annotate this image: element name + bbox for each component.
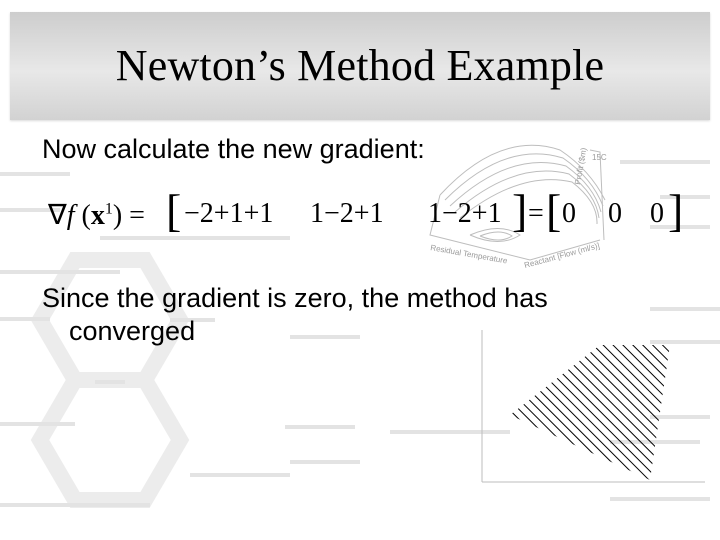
plot-axis-label: Residual Temperature (429, 243, 509, 266)
plot-axis-label: Profit ($m) (573, 147, 589, 186)
result-right-bracket: ] (668, 185, 684, 236)
gradient-term-3: 1−2+1 (428, 198, 502, 229)
result-value-1: 0 (562, 198, 576, 229)
result-left-bracket: [ (546, 185, 562, 236)
equals-sign: = (528, 198, 544, 229)
gradient-term-2: 1−2+1 (310, 198, 384, 229)
close-paren-equals: ) = (112, 200, 145, 231)
superscript-1: 1 (104, 200, 113, 218)
converged-line-a: Since the gradient is zero, the method has (42, 283, 548, 313)
hatched-region-plot (482, 330, 705, 482)
plot-axis-label: Reactant [Flow (ml/s)] (523, 241, 601, 270)
result-value-2: 0 (608, 198, 622, 229)
open-paren: ( (74, 200, 91, 231)
vector-x: x (90, 200, 105, 231)
gradient-equation (48, 186, 688, 246)
converged-line-b: converged (69, 316, 196, 346)
left-bracket: [ (166, 185, 182, 236)
result-value-3: 0 (650, 198, 664, 229)
equation-lhs (48, 198, 145, 232)
function-f: f (66, 200, 75, 231)
bullet-text-calculate: Now calculate the new gradient: (42, 134, 425, 164)
right-bracket: ] (512, 185, 528, 236)
plot-axis-label: 15C (592, 153, 607, 162)
nabla-symbol: ∇ (48, 200, 67, 231)
gradient-term-1: −2+1+1 (184, 198, 274, 229)
bullet-text-converged (42, 282, 682, 348)
slide-title: Newton’s Method Example (115, 41, 605, 90)
